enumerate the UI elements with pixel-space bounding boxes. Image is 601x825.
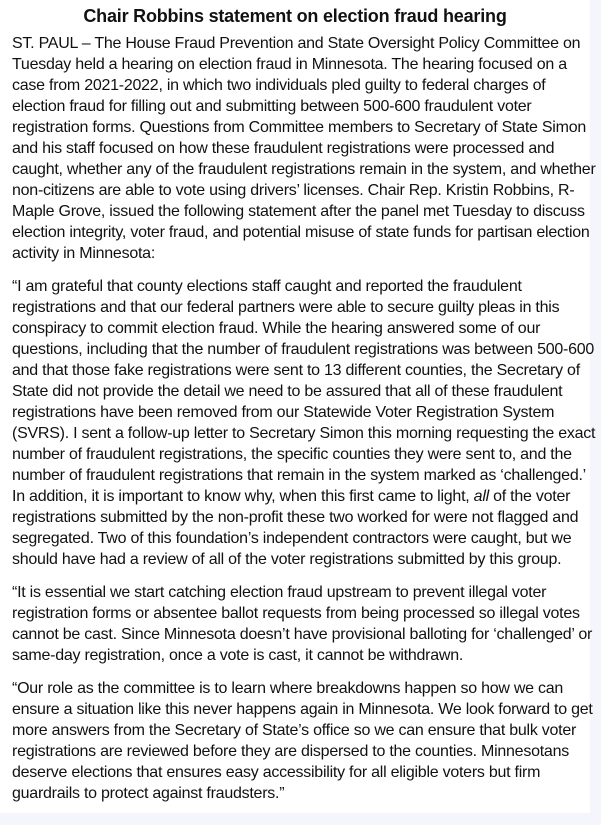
text-line: ST. PAUL – The House Fraud Prevention and State Oversight Policy Committee on <box>12 35 581 52</box>
text-segment: In addition, it is important to know why, when this first came to light, <box>12 488 474 505</box>
text-line: registrations have been removed from our Statewide Voter Registration System <box>12 404 555 421</box>
text-line: conspiracy to commit election fraud. While the hearing answered some of our <box>12 320 541 337</box>
article-title: Chair Robbins statement on election fraud hearing <box>83 6 507 26</box>
text-line: Maple Grove, issued the following statement after the panel met Tuesday to discuss <box>12 203 585 220</box>
text-line: deserve elections that ensures easy accessibility for all eligible voters but firm <box>12 764 541 781</box>
text-line: registrations and that our federal partners were able to secure guilty pleas in this <box>12 299 560 316</box>
text-line: should have had a review of all of the voter registrations submitted by this group. <box>12 551 562 568</box>
text-line: election fraud for filling out and submitting between 500-600 fraudulent voter <box>12 98 532 115</box>
text-line: and that those fake registrations were sent to 13 different counties, the Secretary of <box>12 362 580 379</box>
article-body <box>12 33 596 816</box>
paragraph <box>12 33 596 264</box>
text-line: non-citizens are able to vote using drivers’ licenses. Chair Rep. Kristin Robbins, R- <box>12 182 575 199</box>
text-line: “I am grateful that county elections staff caught and reported the fraudulent <box>12 278 522 295</box>
text-line: registrations submitted by the non-profit these two worked for were not flagged and <box>12 509 579 526</box>
text-line: “Our role as the committee is to learn where breakdowns happen so how we can <box>12 680 564 697</box>
text-line: State did not provide the detail we need to be assured that all of these fraudulent <box>12 383 563 400</box>
text-line: ensure a situation like this never happens again in Minnesota. We look forward to get <box>12 701 593 718</box>
text-line: caught, whether any of the fraudulent registrations remain in the system, and whether <box>12 161 596 178</box>
text-line <box>12 486 587 507</box>
text-line: registration forms. Questions from Committee members to Secretary of State Simon <box>12 119 586 136</box>
text-line: (SVRS). I sent a follow-up letter to Secretary Simon this morning requesting the exact <box>12 425 596 442</box>
text-line: election integrity, voter fraud, and potential misuse of state funds for partisan election <box>12 224 590 241</box>
text-line: guardrails to protect against fraudsters.” <box>12 785 285 802</box>
paragraph <box>12 582 593 666</box>
paragraph <box>12 678 593 804</box>
text-segment: of the voter <box>488 488 571 505</box>
text-line: number of fraudulent registrations that remain in the system marked as ‘challenged.’ <box>12 467 586 484</box>
emphasis-text: all <box>473 488 489 505</box>
text-line: number of fraudulent registrations, the specific counties they were sent to, and the <box>12 446 572 463</box>
text-line: registrations are reviewed before they are dispersed to the counties. Minnesotans <box>12 743 569 760</box>
text-line: and his staff focused on how these fraudulent registrations were processed and <box>12 140 555 157</box>
text-line: “It is essential we start catching election fraud upstream to prevent illegal voter <box>12 584 547 601</box>
text-line: same-day registration, once a vote is cast, it cannot be withdrawn. <box>12 647 464 664</box>
text-line: case from 2021-2022, in which two individuals pled guilty to federal charges of <box>12 77 546 94</box>
text-line: segregated. Two of this foundation’s independent contractors were caught, but we <box>12 530 572 547</box>
text-line: registration forms or absentee ballot requests from being processed so illegal votes <box>12 605 580 622</box>
text-line: Tuesday held a hearing on election fraud in Minnesota. The hearing focused on a <box>12 56 567 73</box>
text-line: more answers from the Secretary of State’s office so we can ensure that bulk voter <box>12 722 577 739</box>
paragraph <box>12 276 596 570</box>
text-line: questions, including that the number of fraudulent registrations was between 500-600 <box>12 341 595 358</box>
text-line: activity in Minnesota: <box>12 245 156 262</box>
text-line: cannot be cast. Since Minnesota doesn’t have provisional balloting for ‘challenged’ or <box>12 626 593 643</box>
